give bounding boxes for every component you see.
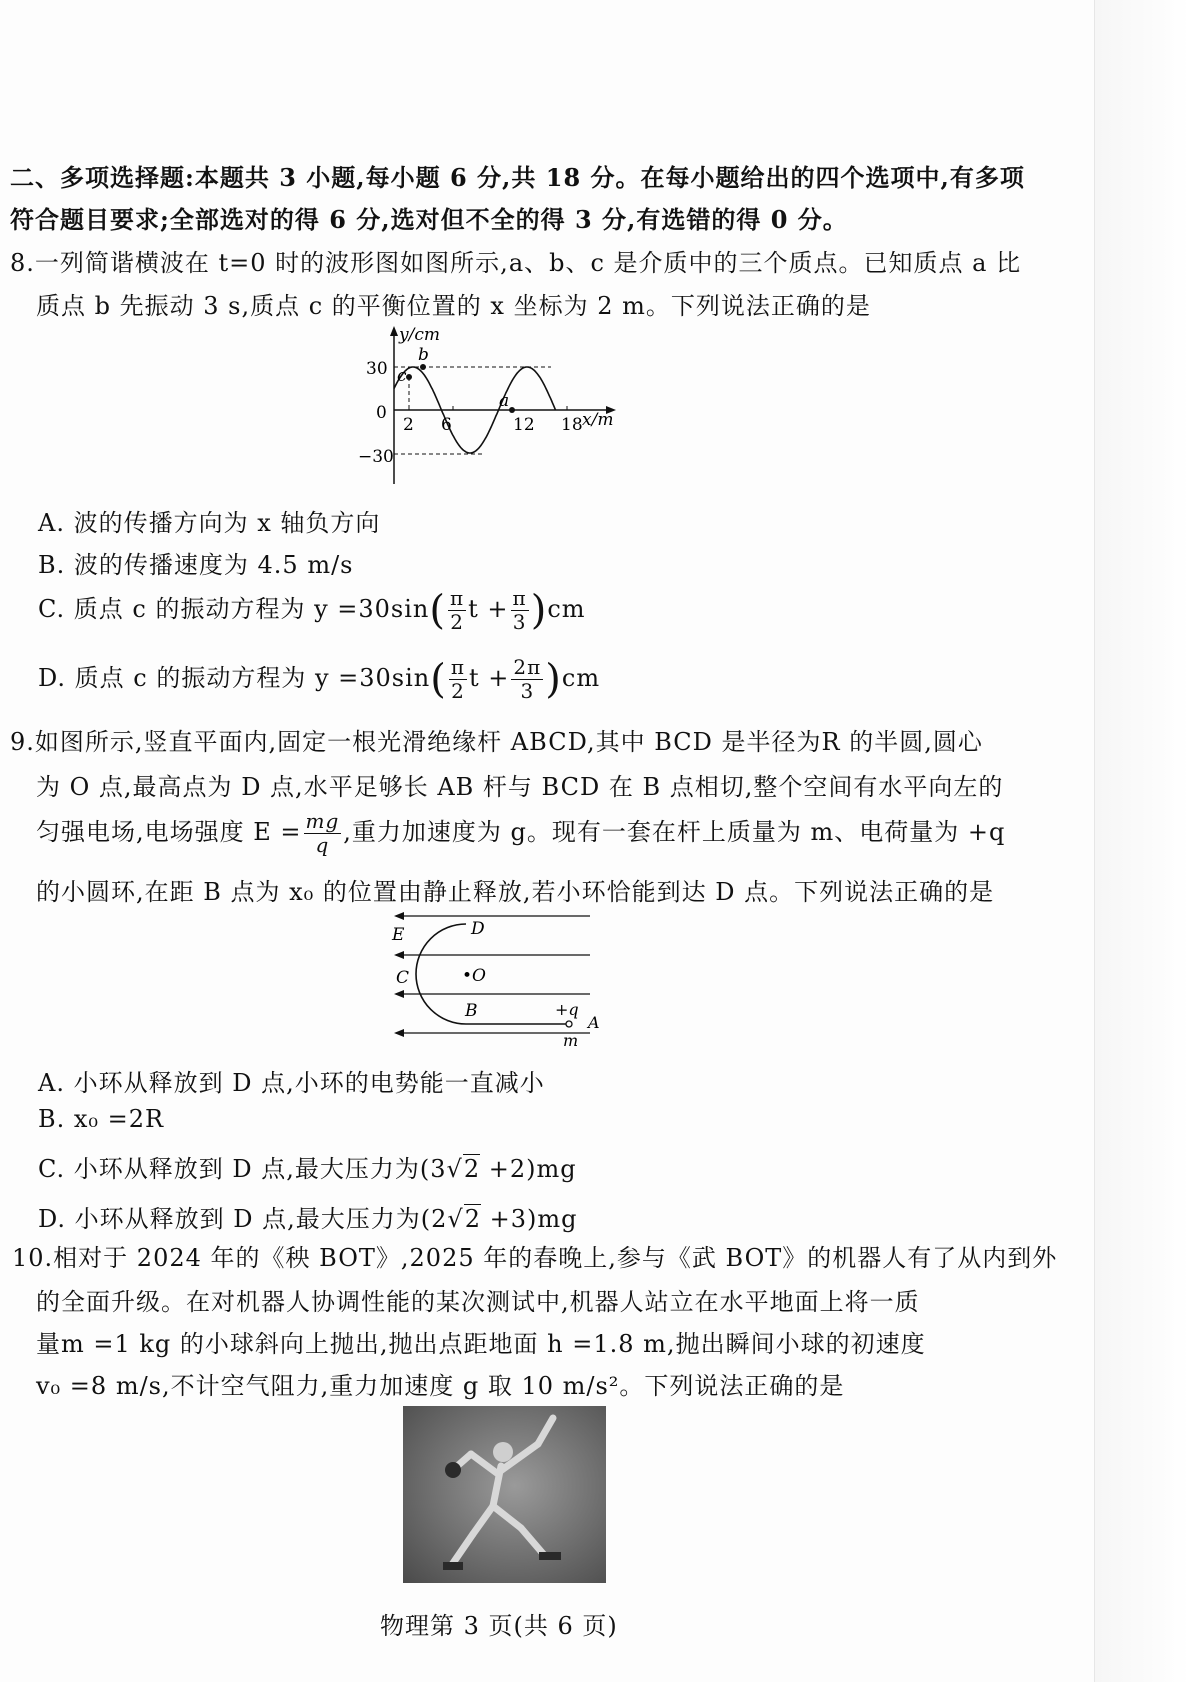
q9-option-b: B. x₀ =2R bbox=[38, 1105, 165, 1133]
frac-2pi-over-3: $\frac{2\pi}{3}$ bbox=[513, 655, 542, 703]
page-edge-shadow bbox=[1094, 0, 1190, 1682]
label-c: c bbox=[397, 366, 407, 386]
label-m: m bbox=[563, 1031, 579, 1050]
q8-d-t: t + bbox=[469, 664, 510, 692]
q10-stem-line1 bbox=[12, 1238, 1057, 1273]
q8-d-unit: cm bbox=[561, 664, 601, 692]
small-ring bbox=[566, 1021, 572, 1027]
q10-line1-text: 相对于 2024 年的《秧 BOT》,2025 年的春晚上,参与《武 BOT》的机器人有了从内到外 bbox=[53, 1244, 1058, 1272]
q8-line1-text: 一列简谐横波在 t=0 时的波形图如图所示,a、b、c 是介质中的三个质点。已知质点 a 比 bbox=[34, 249, 1022, 277]
q9-stem-line1 bbox=[10, 722, 983, 757]
q10-stem-line3: 量m =1 kg 的小球斜向上抛出,抛出点距地面 h =1.8 m,抛出瞬间小球的初速度 bbox=[36, 1330, 926, 1358]
label-B: B bbox=[465, 1001, 478, 1021]
q8-c-unit: cm bbox=[547, 595, 586, 623]
xtick-2: 2 bbox=[403, 415, 414, 435]
q8-option-b: B. 波的传播速度为 4.5 m/s bbox=[38, 551, 354, 579]
frac-pi-over-2-d: $\frac{\pi}{2}$ bbox=[450, 655, 466, 703]
section-heading-line1: 二、多项选择题:本题共 3 小题,每小题 6 分,共 18 分。在每小题给出的四个选项中,有多项 bbox=[10, 163, 1025, 192]
q10-number: 10. bbox=[12, 1244, 54, 1272]
label-C: C bbox=[396, 968, 410, 988]
q8-option-c: C. 质点 c 的振动方程为 y =30sin( $\frac{\pi}{2}$ t + $\frac{\pi}{3}$ )cm bbox=[38, 586, 586, 634]
x-axis-label: x/m bbox=[582, 410, 614, 430]
q9-stem-line4: 的小圆环,在距 B 点为 x₀ 的位置由静止释放,若小环恰能到达 D 点。下列说法正确的是 bbox=[36, 878, 995, 906]
q9-stem-line2: 为 O 点,最高点为 D 点,水平足够长 AB 杆与 BCD 在 B 点相切,整个空间有水平向左的 bbox=[36, 773, 1004, 801]
robot-photo bbox=[403, 1406, 606, 1583]
page-footer: 物理第 3 页(共 6 页) bbox=[380, 1612, 618, 1640]
q9-stem-line3 bbox=[36, 810, 1005, 857]
q8-stem-line2: 质点 b 先振动 3 s,质点 c 的平衡位置的 x 坐标为 2 m。下列说法正确的是 bbox=[36, 292, 871, 320]
q8-stem-line1 bbox=[10, 243, 1021, 278]
q9-line3-pre: 匀强电场,电场强度 E = bbox=[36, 818, 302, 846]
label-plus-q: +q bbox=[555, 1000, 579, 1019]
q9-option-c bbox=[38, 1149, 577, 1184]
frac-mg-over-q: $\frac{mg}{q}$ bbox=[305, 809, 340, 857]
q8-c-t: t + bbox=[468, 595, 509, 623]
q9-d-suffix: +3)mg bbox=[480, 1205, 578, 1233]
section-heading-line2: 符合题目要求;全部选对的得 6 分,选对但不全的得 3 分,有选错的得 0 分。 bbox=[10, 205, 848, 234]
ytick-30: 30 bbox=[366, 359, 388, 379]
label-A: A bbox=[588, 1013, 600, 1032]
robot-silhouette-icon bbox=[403, 1406, 606, 1583]
q9-option-d bbox=[38, 1199, 577, 1234]
sqrt-arg-d: 2 bbox=[464, 1205, 481, 1233]
q10-stem-line4: v₀ =8 m/s,不计空气阻力,重力加速度 g 取 10 m/s²。下列说法正确的是 bbox=[36, 1372, 845, 1400]
xtick-12: 12 bbox=[513, 415, 535, 435]
xtick-6: 6 bbox=[441, 415, 452, 435]
ytick-neg30: −30 bbox=[358, 447, 394, 467]
y-axis-label: y/cm bbox=[399, 325, 440, 345]
q9-d-prefix: D. 小环从释放到 D 点,最大压力为(2 bbox=[38, 1205, 448, 1233]
wave-graph-figure bbox=[350, 322, 640, 492]
q9-number: 9. bbox=[10, 728, 35, 756]
q9-c-prefix: C. 小环从释放到 D 点,最大压力为(3 bbox=[38, 1155, 447, 1183]
sqrt-symbol: √ bbox=[446, 1155, 463, 1183]
point-a-dot bbox=[509, 407, 515, 413]
q9-line3-post: ,重力加速度为 g。现有一套在杆上质量为 m、电荷量为 +q bbox=[343, 818, 1006, 846]
label-O: •O bbox=[462, 966, 486, 986]
xtick-18: 18 bbox=[561, 415, 583, 435]
q8-d-prefix: D. 质点 c 的振动方程为 y =30sin bbox=[38, 664, 431, 692]
q9-line1-text: 如图所示,竖直平面内,固定一根光滑绝缘杆 ABCD,其中 BCD 是半径为R 的半圆,圆心 bbox=[34, 728, 983, 756]
q8-c-prefix: C. 质点 c 的振动方程为 y =30sin bbox=[38, 595, 430, 623]
label-D: D bbox=[471, 919, 485, 939]
frac-pi-over-3: $\frac{\pi}{3}$ bbox=[512, 586, 527, 634]
rod-field-figure bbox=[380, 906, 610, 1052]
q8-option-d: D. 质点 c 的振动方程为 y =30sin( $\frac{\pi}{2}$ t + $\frac{2\pi}{3}$ )cm bbox=[38, 655, 601, 703]
sqrt-symbol-d: √ bbox=[447, 1205, 464, 1233]
q9-option-a: A. 小环从释放到 D 点,小环的电势能一直减小 bbox=[38, 1069, 545, 1097]
point-c-dot bbox=[406, 374, 412, 380]
frac-pi-over-2: $\frac{\pi}{2}$ bbox=[450, 586, 465, 634]
ytick-0: 0 bbox=[376, 403, 387, 423]
q10-stem-line2: 的全面升级。在对机器人协调性能的某次测试中,机器人站立在水平地面上将一质 bbox=[36, 1288, 920, 1316]
label-b: b bbox=[418, 345, 429, 365]
label-E: E bbox=[392, 925, 405, 945]
q9-c-suffix: +2)mg bbox=[480, 1155, 577, 1183]
q8-number: 8. bbox=[10, 249, 35, 277]
label-a: a bbox=[499, 391, 510, 411]
q8-option-a: A. 波的传播方向为 x 轴负方向 bbox=[38, 509, 381, 537]
sqrt-arg: 2 bbox=[463, 1155, 481, 1183]
